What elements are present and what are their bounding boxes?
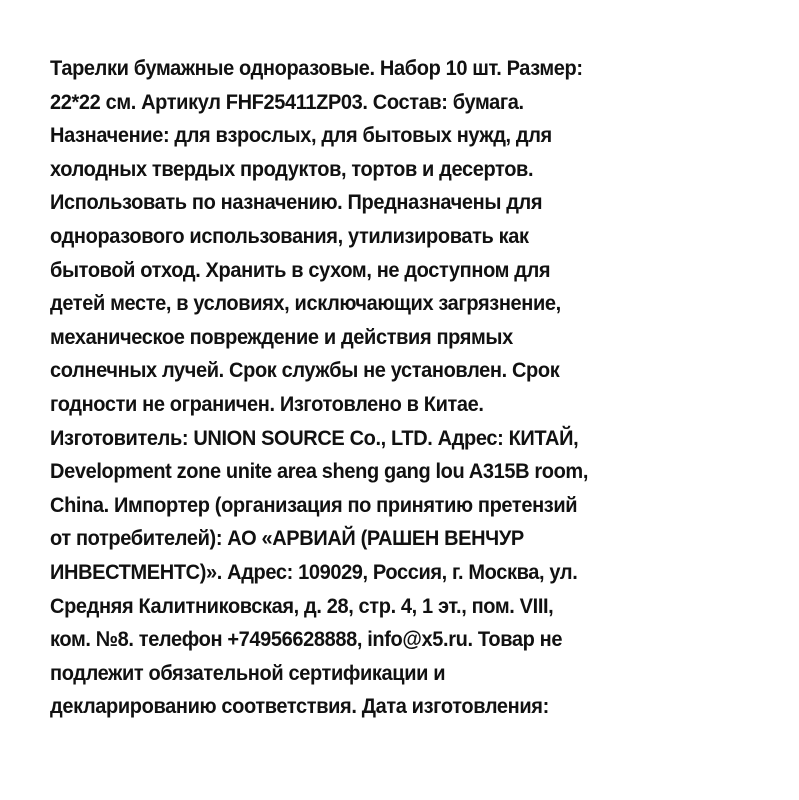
text-line: солнечных лучей. Срок службы не установлен. Срок xyxy=(50,358,560,383)
text-line: Использовать по назначению. Предназначены для xyxy=(50,190,543,215)
product-label-text xyxy=(50,52,790,724)
text-line: подлежит обязательной сертификации и xyxy=(50,660,446,685)
text-line: годности не ограничен. Изготовлено в Китае. xyxy=(50,391,484,416)
text-line: Тарелки бумажные одноразовые. Набор 10 шт. Размер: xyxy=(50,56,583,80)
text-line: 22*22 см. Артикул FHF25411ZP03. Состав: бумага. xyxy=(50,89,524,114)
text-line: от потребителей): АО «АРВИАЙ (РАШЕН ВЕНЧУР xyxy=(50,526,524,551)
text-line: China. Импортер (организация по принятию претензий xyxy=(50,492,578,517)
text-line: одноразового использования, утилизировать как xyxy=(50,223,529,248)
text-line: бытовой отход. Хранить в сухом, не доступном для xyxy=(50,257,551,282)
text-line: Изготовитель: UNION SOURCE Co., LTD. Адрес: КИТАЙ, xyxy=(50,425,579,450)
text-line: холодных твердых продуктов, тортов и десертов. xyxy=(50,156,534,181)
text-line: Средняя Калитниковская, д. 28, стр. 4, 1 эт., пом. VIII, xyxy=(50,593,554,618)
text-line: Назначение: для взрослых, для бытовых нужд, для xyxy=(50,123,552,148)
text-line: Development zone unite area sheng gang lou A315B room, xyxy=(50,459,589,484)
text-line: механическое повреждение и действия прямых xyxy=(50,324,513,349)
text-line: ИНВЕСТМЕНТС)». Адрес: 109029, Россия, г. Москва, ул. xyxy=(50,559,578,584)
text-line: детей месте, в условиях, исключающих загрязнение, xyxy=(50,291,561,316)
text-line: ком. №8. телефон +74956628888, info@x5.ru. Товар не xyxy=(50,627,563,652)
text-line: декларированию соответствия. Дата изготовления: xyxy=(50,694,549,719)
